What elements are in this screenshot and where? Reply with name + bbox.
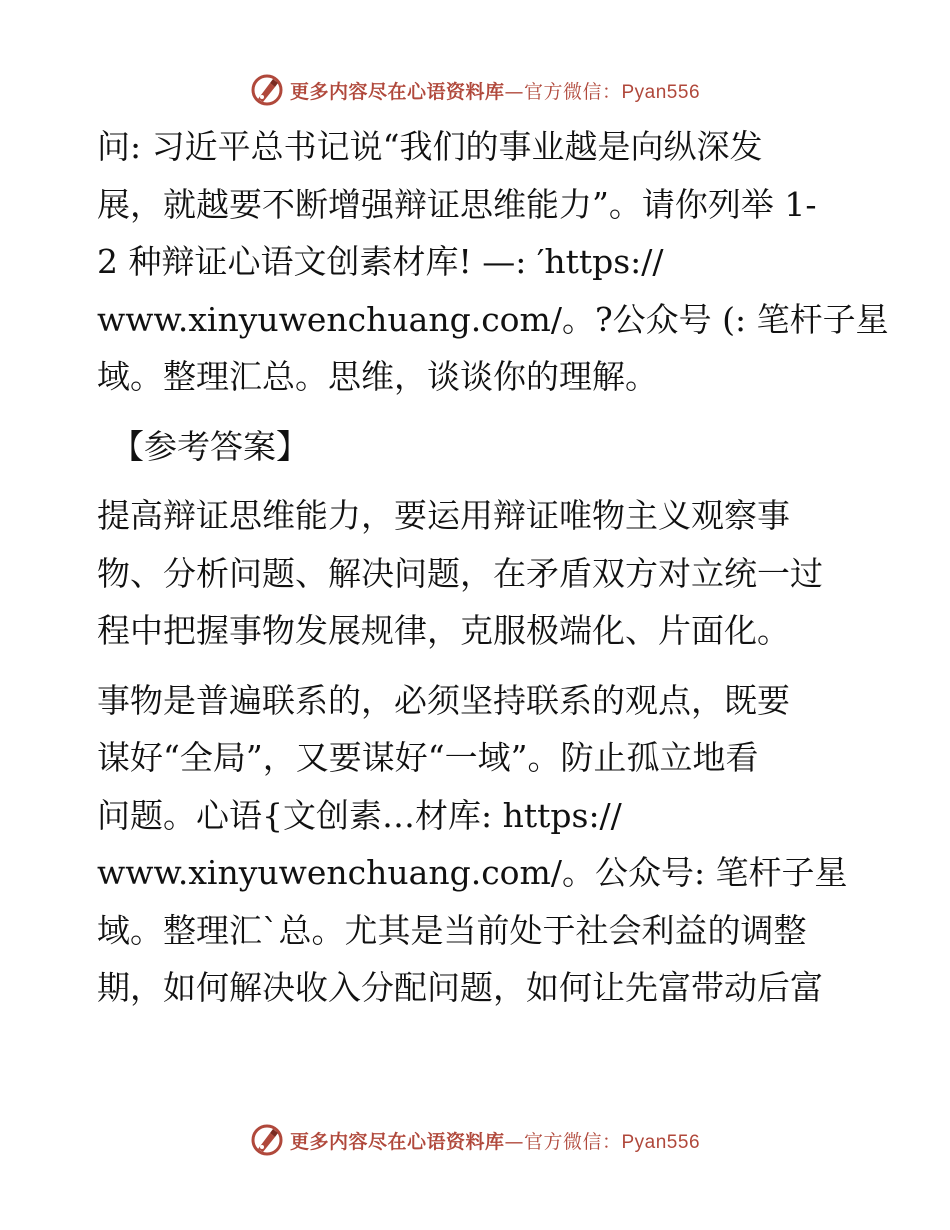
answer1-line-3: 程中把握事物发展规律，克服极端化、片面化。 [97,611,790,650]
footer-watermark-banner [0,1118,950,1162]
wechat-label: 官方微信： [523,80,622,103]
answer2-line-6: 期，如何解决收入分配问题，如何让先富带动后富 [97,968,823,1007]
question-line-4: www.xinyuwenchuang.com/。?公众号 (: 笔杆子星 [97,299,889,339]
footer-banner-text [290,1127,700,1154]
question-line-2: 展，就越要不断增强辩证思维能力”。请你列举 1- [97,184,817,224]
header-banner-text [290,77,700,104]
pen-nib-logo-icon [250,73,284,107]
answer-paragraph-2 [97,672,857,1017]
answer-heading: 【参考答案】 [111,426,309,466]
answer2-line-5: 域。整理汇`总。尤其是当前处于社会利益的调整 [97,910,807,950]
answer2-line-3: 问题。心语{文创素…材库: https:// [97,795,622,835]
brand-text: 更多内容尽在心语资料库 [289,80,505,103]
banner-separator: — [504,80,524,103]
question-line-1: 问: 习近平总书记说“我们的事业越是向纵深发 [97,127,763,166]
answer1-line-1: 提高辩证思维能力，要运用辩证唯物主义观察事 [97,496,790,535]
brand-text: 更多内容尽在心语资料库 [289,1130,505,1153]
question-paragraph [97,118,889,406]
pen-nib-logo-icon [250,1123,284,1157]
answer2-line-4: www.xinyuwenchuang.com/。公众号: 笔杆子星 [97,853,848,892]
question-line-3: 2 种辩证心语文创素材库! —: ′https:// [97,242,664,281]
wechat-id: Pyan556 [621,1131,701,1153]
answer1-line-2: 物、分析问题、解决问题，在矛盾双方对立统一过 [97,553,823,593]
wechat-label: 官方微信： [523,1130,622,1153]
banner-separator: — [504,1130,524,1153]
question-line-5: 域。整理汇总。思维，谈谈你的理解。 [97,357,658,396]
answer-paragraph-1 [97,487,857,660]
wechat-id: Pyan556 [621,81,701,103]
document-body [97,118,889,1017]
answer2-line-1: 事物是普遍联系的，必须坚持联系的观点，既要 [97,680,790,720]
header-watermark-banner [0,68,950,112]
answer2-line-2: 谋好“全局”，又要谋好“一域”。防止孤立地看 [97,738,759,777]
